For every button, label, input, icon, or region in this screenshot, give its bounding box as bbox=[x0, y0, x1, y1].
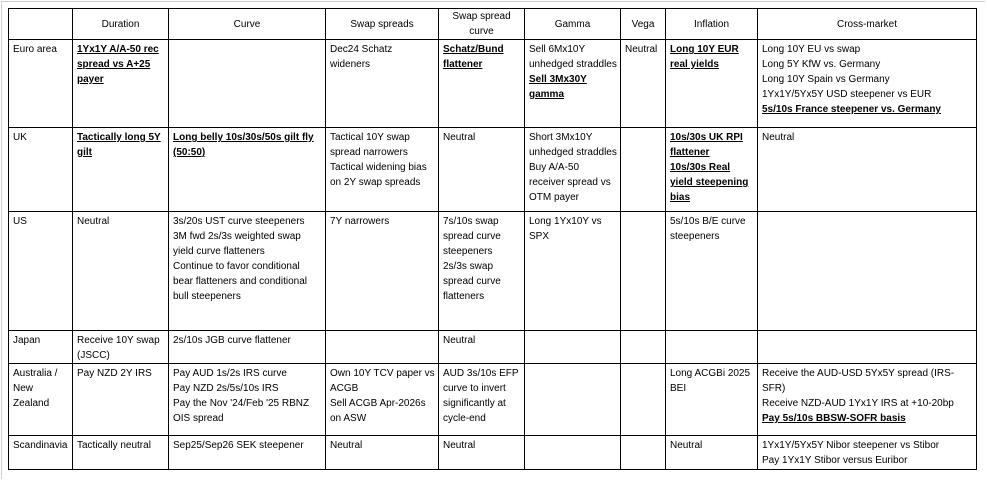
inflation-cell bbox=[666, 436, 758, 470]
trade-entry: Sell 3Mx30Y gamma bbox=[529, 74, 587, 100]
vega-cell bbox=[621, 436, 666, 470]
trade-entry: Receive the AUD-USD 5Yx5Y spread (IRS-SFR) bbox=[762, 368, 955, 394]
trade-entry: Sell 6Mx10Y unhedged straddles bbox=[529, 44, 617, 70]
trade-entry: 7s/10s swap spread curve steepeners bbox=[443, 216, 501, 257]
trade-entry: Neutral bbox=[330, 440, 363, 451]
header-row bbox=[9, 9, 977, 40]
trade-entry: Long 10Y EUR real yields bbox=[670, 44, 739, 70]
cross-market-cell bbox=[758, 212, 977, 331]
trade-entry: 10s/30s UK RPI flattener bbox=[670, 132, 743, 158]
trade-entry: Short 3Mx10Y unhedged straddles bbox=[529, 132, 617, 158]
swap-spread-curve-cell bbox=[439, 331, 525, 364]
swap-spreads-cell bbox=[326, 40, 439, 128]
duration-cell bbox=[73, 212, 169, 331]
trade-entry: 10s/30s Real yield steepening bias bbox=[670, 162, 749, 203]
trade-entry: 5s/10s B/E curve steepeners bbox=[670, 216, 746, 242]
gamma-cell bbox=[525, 128, 621, 212]
page-frame-left bbox=[1, 1, 2, 479]
trade-entry: 2s/10s JGB curve flattener bbox=[173, 335, 291, 346]
inflation-cell bbox=[666, 331, 758, 364]
trade-entry: Tactical 10Y swap spread narrowers bbox=[330, 132, 410, 158]
trade-entry: Pay 1Yx1Y Stibor versus Euribor bbox=[762, 455, 908, 466]
trade-entry: 1Yx1Y A/A-50 rec spread vs A+25 payer bbox=[77, 44, 159, 85]
duration-cell bbox=[73, 40, 169, 128]
inflation-cell bbox=[666, 128, 758, 212]
duration-cell bbox=[73, 128, 169, 212]
swap-spread-curve-cell bbox=[439, 436, 525, 470]
region-cell: UK bbox=[9, 128, 73, 212]
trade-entry: AUD 3s/10s EFP curve to invert significantly at cycle-end bbox=[443, 368, 519, 424]
curve-cell bbox=[169, 331, 326, 364]
column-header-swap_spread_curve: Swap spread curve bbox=[439, 9, 525, 40]
curve-cell bbox=[169, 128, 326, 212]
cross-market-cell bbox=[758, 331, 977, 364]
trade-entry: Long belly 10s/30s/50s gilt fly (50:50) bbox=[173, 132, 314, 158]
trade-entry: Dec24 Schatz wideners bbox=[330, 44, 393, 70]
trade-entry: 1Yx1Y/5Yx5Y USD steepener vs EUR bbox=[762, 89, 932, 100]
trade-entry: 1Yx1Y/5Yx5Y Nibor steepener vs Stibor bbox=[762, 440, 940, 451]
table-body bbox=[9, 40, 977, 470]
cross-market-cell bbox=[758, 40, 977, 128]
inflation-cell bbox=[666, 212, 758, 331]
vega-cell bbox=[621, 364, 666, 436]
column-header-duration: Duration bbox=[73, 9, 169, 40]
inflation-cell bbox=[666, 40, 758, 128]
table-row-us bbox=[9, 212, 977, 331]
region-cell: Australia / New Zealand bbox=[9, 364, 73, 436]
trade-entry: Neutral bbox=[443, 335, 476, 346]
trade-entry: Neutral bbox=[762, 132, 795, 143]
trade-entry: 3M fwd 2s/3s weighted swap yield curve flatteners bbox=[173, 231, 301, 257]
trade-entry: Continue to favor conditional bear flatteners and conditional bull steepeners bbox=[173, 261, 307, 302]
swap-spread-curve-cell bbox=[439, 40, 525, 128]
trade-entry: Tactical widening bias on 2Y swap spreads bbox=[330, 162, 427, 188]
trade-entry: Long 10Y Spain vs Germany bbox=[762, 74, 890, 85]
inflation-cell bbox=[666, 364, 758, 436]
table-row-scandinavia bbox=[9, 436, 977, 470]
trade-entry: Pay 5s/10s BBSW-SOFR basis bbox=[762, 413, 906, 424]
gamma-cell bbox=[525, 364, 621, 436]
trade-entry: Neutral bbox=[77, 216, 110, 227]
column-header-gamma: Gamma bbox=[525, 9, 621, 40]
column-header-curve: Curve bbox=[169, 9, 326, 40]
trade-entry: Pay NZD 2s/5s/10s IRS bbox=[173, 383, 279, 394]
vega-cell bbox=[621, 212, 666, 331]
trade-entry: Tactically long 5Y gilt bbox=[77, 132, 161, 158]
region-cell: Euro area bbox=[9, 40, 73, 128]
duration-cell bbox=[73, 436, 169, 470]
swap-spreads-cell bbox=[326, 128, 439, 212]
swap-spreads-cell bbox=[326, 364, 439, 436]
trade-entry: 2s/3s swap spread curve flatteners bbox=[443, 261, 501, 302]
trade-entry: Neutral bbox=[670, 440, 703, 451]
trade-entry: 3s/20s UST curve steepeners bbox=[173, 216, 305, 227]
swap-spread-curve-cell bbox=[439, 128, 525, 212]
cross-market-cell bbox=[758, 128, 977, 212]
trade-entry: Pay NZD 2Y IRS bbox=[77, 368, 152, 379]
duration-cell bbox=[73, 331, 169, 364]
swap-spreads-cell bbox=[326, 436, 439, 470]
column-header-region bbox=[9, 9, 73, 40]
trade-entry: Schatz/Bund flattener bbox=[443, 44, 504, 70]
trade-entry: Neutral bbox=[625, 44, 658, 55]
duration-cell bbox=[73, 364, 169, 436]
curve-cell bbox=[169, 436, 326, 470]
page-frame-top bbox=[1, 1, 985, 2]
trade-entry: Neutral bbox=[443, 132, 476, 143]
region-cell: US bbox=[9, 212, 73, 331]
trade-entry: Own 10Y TCV paper vs ACGB bbox=[330, 368, 435, 394]
gamma-cell bbox=[525, 436, 621, 470]
trade-entry: Neutral bbox=[443, 440, 476, 451]
region-cell: Scandinavia bbox=[9, 436, 73, 470]
column-header-vega: Vega bbox=[621, 9, 666, 40]
swap-spreads-cell bbox=[326, 212, 439, 331]
cross-market-cell bbox=[758, 364, 977, 436]
trade-entry: Receive NZD-AUD 1Yx1Y IRS at +10-20bp bbox=[762, 398, 954, 409]
swap-spread-curve-cell bbox=[439, 364, 525, 436]
vega-cell bbox=[621, 331, 666, 364]
column-header-cross_market: Cross-market bbox=[758, 9, 977, 40]
gamma-cell bbox=[525, 212, 621, 331]
table-row-uk bbox=[9, 128, 977, 212]
trade-entry: Buy A/A-50 receiver spread vs OTM payer bbox=[529, 162, 611, 203]
gamma-cell bbox=[525, 331, 621, 364]
vega-cell bbox=[621, 128, 666, 212]
column-header-inflation: Inflation bbox=[666, 9, 758, 40]
table-row-australia-new-zealand bbox=[9, 364, 977, 436]
table-row-euro-area bbox=[9, 40, 977, 128]
gamma-cell bbox=[525, 40, 621, 128]
trade-recommendations-table bbox=[8, 8, 977, 470]
swap-spreads-cell bbox=[326, 331, 439, 364]
table-row-japan bbox=[9, 331, 977, 364]
trade-entry: Long 10Y EU vs swap bbox=[762, 44, 861, 55]
trade-entry: 5s/10s France steepener vs. Germany bbox=[762, 104, 941, 115]
swap-spread-curve-cell bbox=[439, 212, 525, 331]
trade-entry: Pay AUD 1s/2s IRS curve bbox=[173, 368, 287, 379]
trade-entry: Sep25/Sep26 SEK steepener bbox=[173, 440, 304, 451]
trade-entry: Tactically neutral bbox=[77, 440, 151, 451]
region-cell: Japan bbox=[9, 331, 73, 364]
trade-entry: Long ACGBi 2025 BEI bbox=[670, 368, 751, 394]
trade-entry: Long 1Yx10Y vs SPX bbox=[529, 216, 602, 242]
curve-cell bbox=[169, 364, 326, 436]
trade-entry: Long 5Y KfW vs. Germany bbox=[762, 59, 881, 70]
trade-entry: Pay the Nov '24/Feb '25 RBNZ OIS spread bbox=[173, 398, 310, 424]
trade-entry: Sell ACGB Apr-2026s on ASW bbox=[330, 398, 426, 424]
vega-cell bbox=[621, 40, 666, 128]
curve-cell bbox=[169, 40, 326, 128]
trade-entry: Receive 10Y swap (JSCC) bbox=[77, 335, 160, 361]
column-header-swap_spreads: Swap spreads bbox=[326, 9, 439, 40]
curve-cell bbox=[169, 212, 326, 331]
trade-entry: 7Y narrowers bbox=[330, 216, 390, 227]
cross-market-cell bbox=[758, 436, 977, 470]
